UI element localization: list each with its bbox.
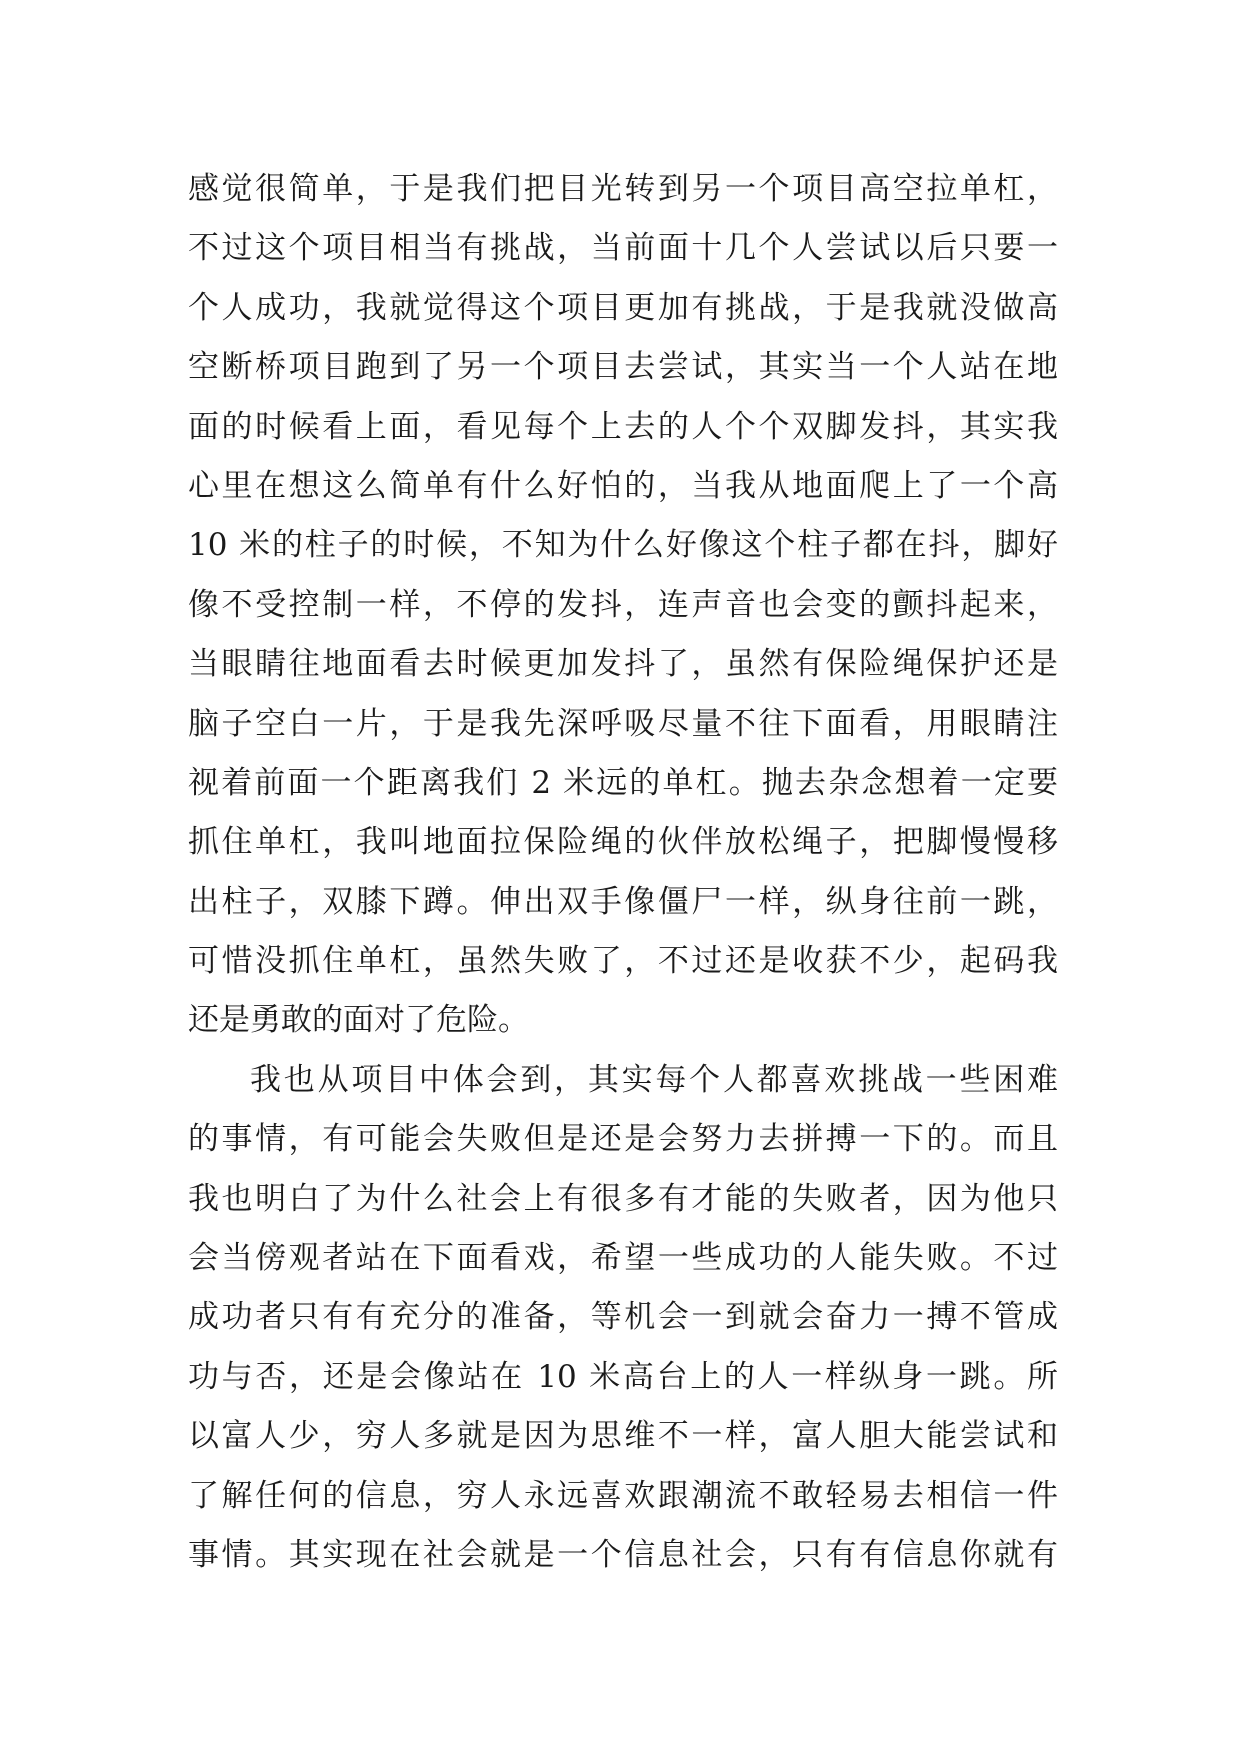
text-line: 空断桥项目跑到了另一个项目去尝试，其实当一个人站在地 bbox=[188, 349, 1058, 386]
text-line: 成功者只有有充分的准备，等机会一到就会奋力一搏不管成 bbox=[188, 1299, 1058, 1336]
paragraph-1 bbox=[188, 160, 1058, 1051]
text-line: 脑子空白一片，于是我先深呼吸尽量不往下面看，用眼睛注 bbox=[188, 705, 1058, 742]
text-line: 视着前面一个距离我们 2 米远的单杠。抛去杂念想着一定要 bbox=[188, 764, 1058, 801]
text-line: 抓住单杠，我叫地面拉保险绳的伙伴放松绳子，把脚慢慢移 bbox=[188, 824, 1058, 861]
text-line: 像不受控制一样，不停的发抖，连声音也会变的颤抖起来， bbox=[188, 586, 1058, 623]
text-line: 会当傍观者站在下面看戏，希望一些成功的人能失败。不过 bbox=[188, 1240, 1058, 1277]
text-line: 当眼睛往地面看去时候更加发抖了，虽然有保险绳保护还是 bbox=[188, 646, 1058, 683]
text-line: 还是勇敢的面对了危险。 bbox=[188, 1002, 529, 1039]
text-line: 以富人少，穷人多就是因为思维不一样，富人胆大能尝试和 bbox=[188, 1418, 1058, 1455]
text-line: 了解任何的信息，穷人永远喜欢跟潮流不敢轻易去相信一件 bbox=[188, 1477, 1058, 1514]
text-line: 心里在想这么简单有什么好怕的，当我从地面爬上了一个高 bbox=[188, 467, 1058, 504]
text-line: 面的时候看上面，看见每个上去的人个个双脚发抖，其实我 bbox=[188, 408, 1058, 445]
text-line: 不过这个项目相当有挑战，当前面十几个人尝试以后只要一 bbox=[188, 230, 1058, 267]
text-line: 10 米的柱子的时候，不知为什么好像这个柱子都在抖，脚好 bbox=[188, 527, 1058, 564]
text-line: 事情。其实现在社会就是一个信息社会，只有有信息你就有 bbox=[188, 1536, 1058, 1573]
paragraph-2 bbox=[188, 1051, 1058, 1586]
text-line: 功与否，还是会像站在 10 米高台上的人一样纵身一跳。所 bbox=[188, 1358, 1058, 1395]
text-line: 的事情，有可能会失败但是还是会努力去拼搏一下的。而且 bbox=[188, 1121, 1058, 1158]
text-line: 我也明白了为什么社会上有很多有才能的失败者，因为他只 bbox=[188, 1180, 1058, 1217]
text-line: 可惜没抓住单杠，虽然失败了，不过还是收获不少，起码我 bbox=[188, 943, 1058, 980]
text-line: 感觉很简单，于是我们把目光转到另一个项目高空拉单杠， bbox=[188, 171, 1058, 207]
text-line: 出柱子，双膝下蹲。伸出双手像僵尸一样，纵身往前一跳， bbox=[188, 883, 1058, 920]
text-line: 个人成功，我就觉得这个项目更加有挑战，于是我就没做高 bbox=[188, 289, 1058, 326]
text-line: 我也从项目中体会到，其实每个人都喜欢挑战一些困难 bbox=[250, 1061, 1058, 1098]
body-text bbox=[188, 160, 1058, 1585]
